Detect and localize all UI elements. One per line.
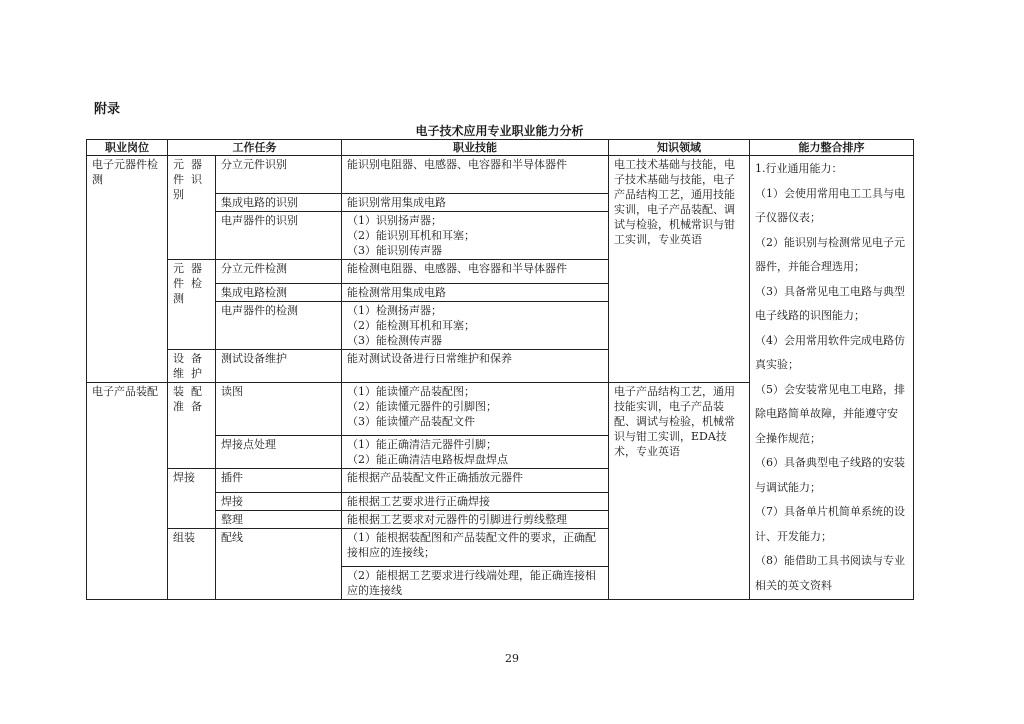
skill-line: （1）检测扬声器；	[347, 303, 442, 317]
skill-line: （2）能检测耳机和耳塞；	[347, 318, 475, 332]
header-ability: 能力整合排序	[750, 140, 914, 156]
task-cell: 配线	[216, 528, 342, 600]
skill-line: （3）能识别传声器	[347, 244, 442, 257]
skill-line: （2）能正确清洁电路板焊盘焊点	[347, 453, 508, 466]
skill-cell: 能检测电阻器、电感器、电容器和半导体器件	[342, 260, 609, 284]
skill-cell: 能识别电阻器、电感器、电容器和半导体器件	[342, 156, 609, 194]
category-cell: 元器件检测	[168, 260, 216, 350]
page-number: 29	[505, 652, 519, 665]
task-cell: 测试设备维护	[216, 349, 342, 382]
ability-item: （5）会安装常见电工电路，排除电路简单故障，并能遵守安全操作规范；	[755, 382, 905, 445]
knowledge-cell: 电子产品结构工艺，通用技能实训，电子产品装配、调试与检验，机械常识与钳工实训，EDA技术，专业英语	[609, 382, 750, 600]
skill-cell	[342, 382, 609, 436]
skill-cell: 能对测试设备进行日常维护和保养	[342, 349, 609, 382]
header-knowledge: 知识领域	[609, 140, 750, 156]
skill-cell	[342, 212, 609, 260]
ability-item: （2）能识别与检测常见电子元器件，并能合理选用；	[755, 235, 905, 273]
task-cell: 焊接点处理	[216, 436, 342, 469]
skill-cell	[342, 301, 609, 349]
skill-cell: 能根据工艺要求进行正确焊接	[342, 492, 609, 510]
task-cell: 分立元件识别	[216, 156, 342, 194]
category-cell: 组装	[168, 528, 216, 600]
table-title: 电子技术应用专业职业能力分析	[415, 124, 584, 138]
category-cell: 设备维护	[168, 349, 216, 382]
task-cell: 整理	[216, 510, 342, 528]
category-cell: 焊接	[168, 469, 216, 529]
competency-table	[86, 139, 914, 600]
task-cell: 集成电路的识别	[216, 194, 342, 212]
task-cell: 电声器件的识别	[216, 212, 342, 260]
ability-item: （1）会使用常用电工工具与电子仪器仪表；	[755, 186, 905, 224]
ability-item: （4）会用常用软件完成电路仿真实验；	[755, 333, 905, 371]
ability-item: （7）具备单片机简单系统的设计、开发能力；	[755, 505, 905, 543]
header-task: 工作任务	[168, 140, 342, 156]
task-cell: 读图	[216, 382, 342, 436]
skill-cell: 能识别常用集成电路	[342, 194, 609, 212]
skill-cell: （2）能根据工艺要求进行线端处理，能正确连接相应的连接线	[342, 567, 609, 600]
skill-line: （1）能读懂产品装配图；	[347, 384, 475, 398]
knowledge-cell: 电工技术基础与技能，电子技术基础与技能，电子产品结构工艺，通用技能实训，电子产品装配、调试与检验，机械常识与钳工实训，专业英语	[609, 156, 750, 383]
task-cell: 插件	[216, 469, 342, 493]
post-cell: 电子产品装配	[87, 382, 168, 600]
table-row	[87, 156, 914, 194]
skill-line: （2）能识别耳机和耳塞；	[347, 229, 475, 242]
skill-line: （3）能读懂产品装配文件	[347, 414, 475, 428]
skill-cell: 能检测常用集成电路	[342, 283, 609, 301]
skill-line: （2）能读懂元器件的引脚图；	[347, 399, 497, 413]
ability-item: （8）能借助工具书阅读与专业相关的英文资料	[755, 554, 905, 592]
category-cell: 元器件识别	[168, 156, 216, 260]
ability-item: （6）具备典型电子线路的安装与调试能力；	[755, 456, 905, 494]
appendix-label: 附录	[94, 102, 121, 117]
task-cell: 分立元件检测	[216, 260, 342, 284]
post-cell: 电子元器件检测	[87, 156, 168, 383]
category-cell: 装配准备	[168, 382, 216, 469]
task-cell: 焊接	[216, 492, 342, 510]
ability-item: 1.行业通用能力：	[755, 162, 843, 175]
ability-cell	[750, 156, 914, 600]
skill-line: （1）能正确清洁元器件引脚；	[347, 438, 497, 451]
header-post: 职业岗位	[87, 140, 168, 156]
skill-cell: 能根据工艺要求对元器件的引脚进行剪线整理	[342, 510, 609, 528]
task-cell: 电声器件的检测	[216, 301, 342, 349]
task-cell: 集成电路检测	[216, 283, 342, 301]
ability-item: （3）具备常见电工电路与典型电子线路的识图能力；	[755, 284, 905, 322]
skill-cell: （1）能根据装配图和产品装配文件的要求，正确配接相应的连接线；	[342, 528, 609, 567]
skill-line: （1）识别扬声器；	[347, 214, 442, 227]
header-skill: 职业技能	[342, 140, 609, 156]
skill-line: （3）能检测传声器	[347, 333, 442, 347]
header-row	[87, 140, 914, 156]
skill-cell	[342, 436, 609, 469]
skill-cell: 能根据产品装配文件正确插放元器件	[342, 469, 609, 493]
